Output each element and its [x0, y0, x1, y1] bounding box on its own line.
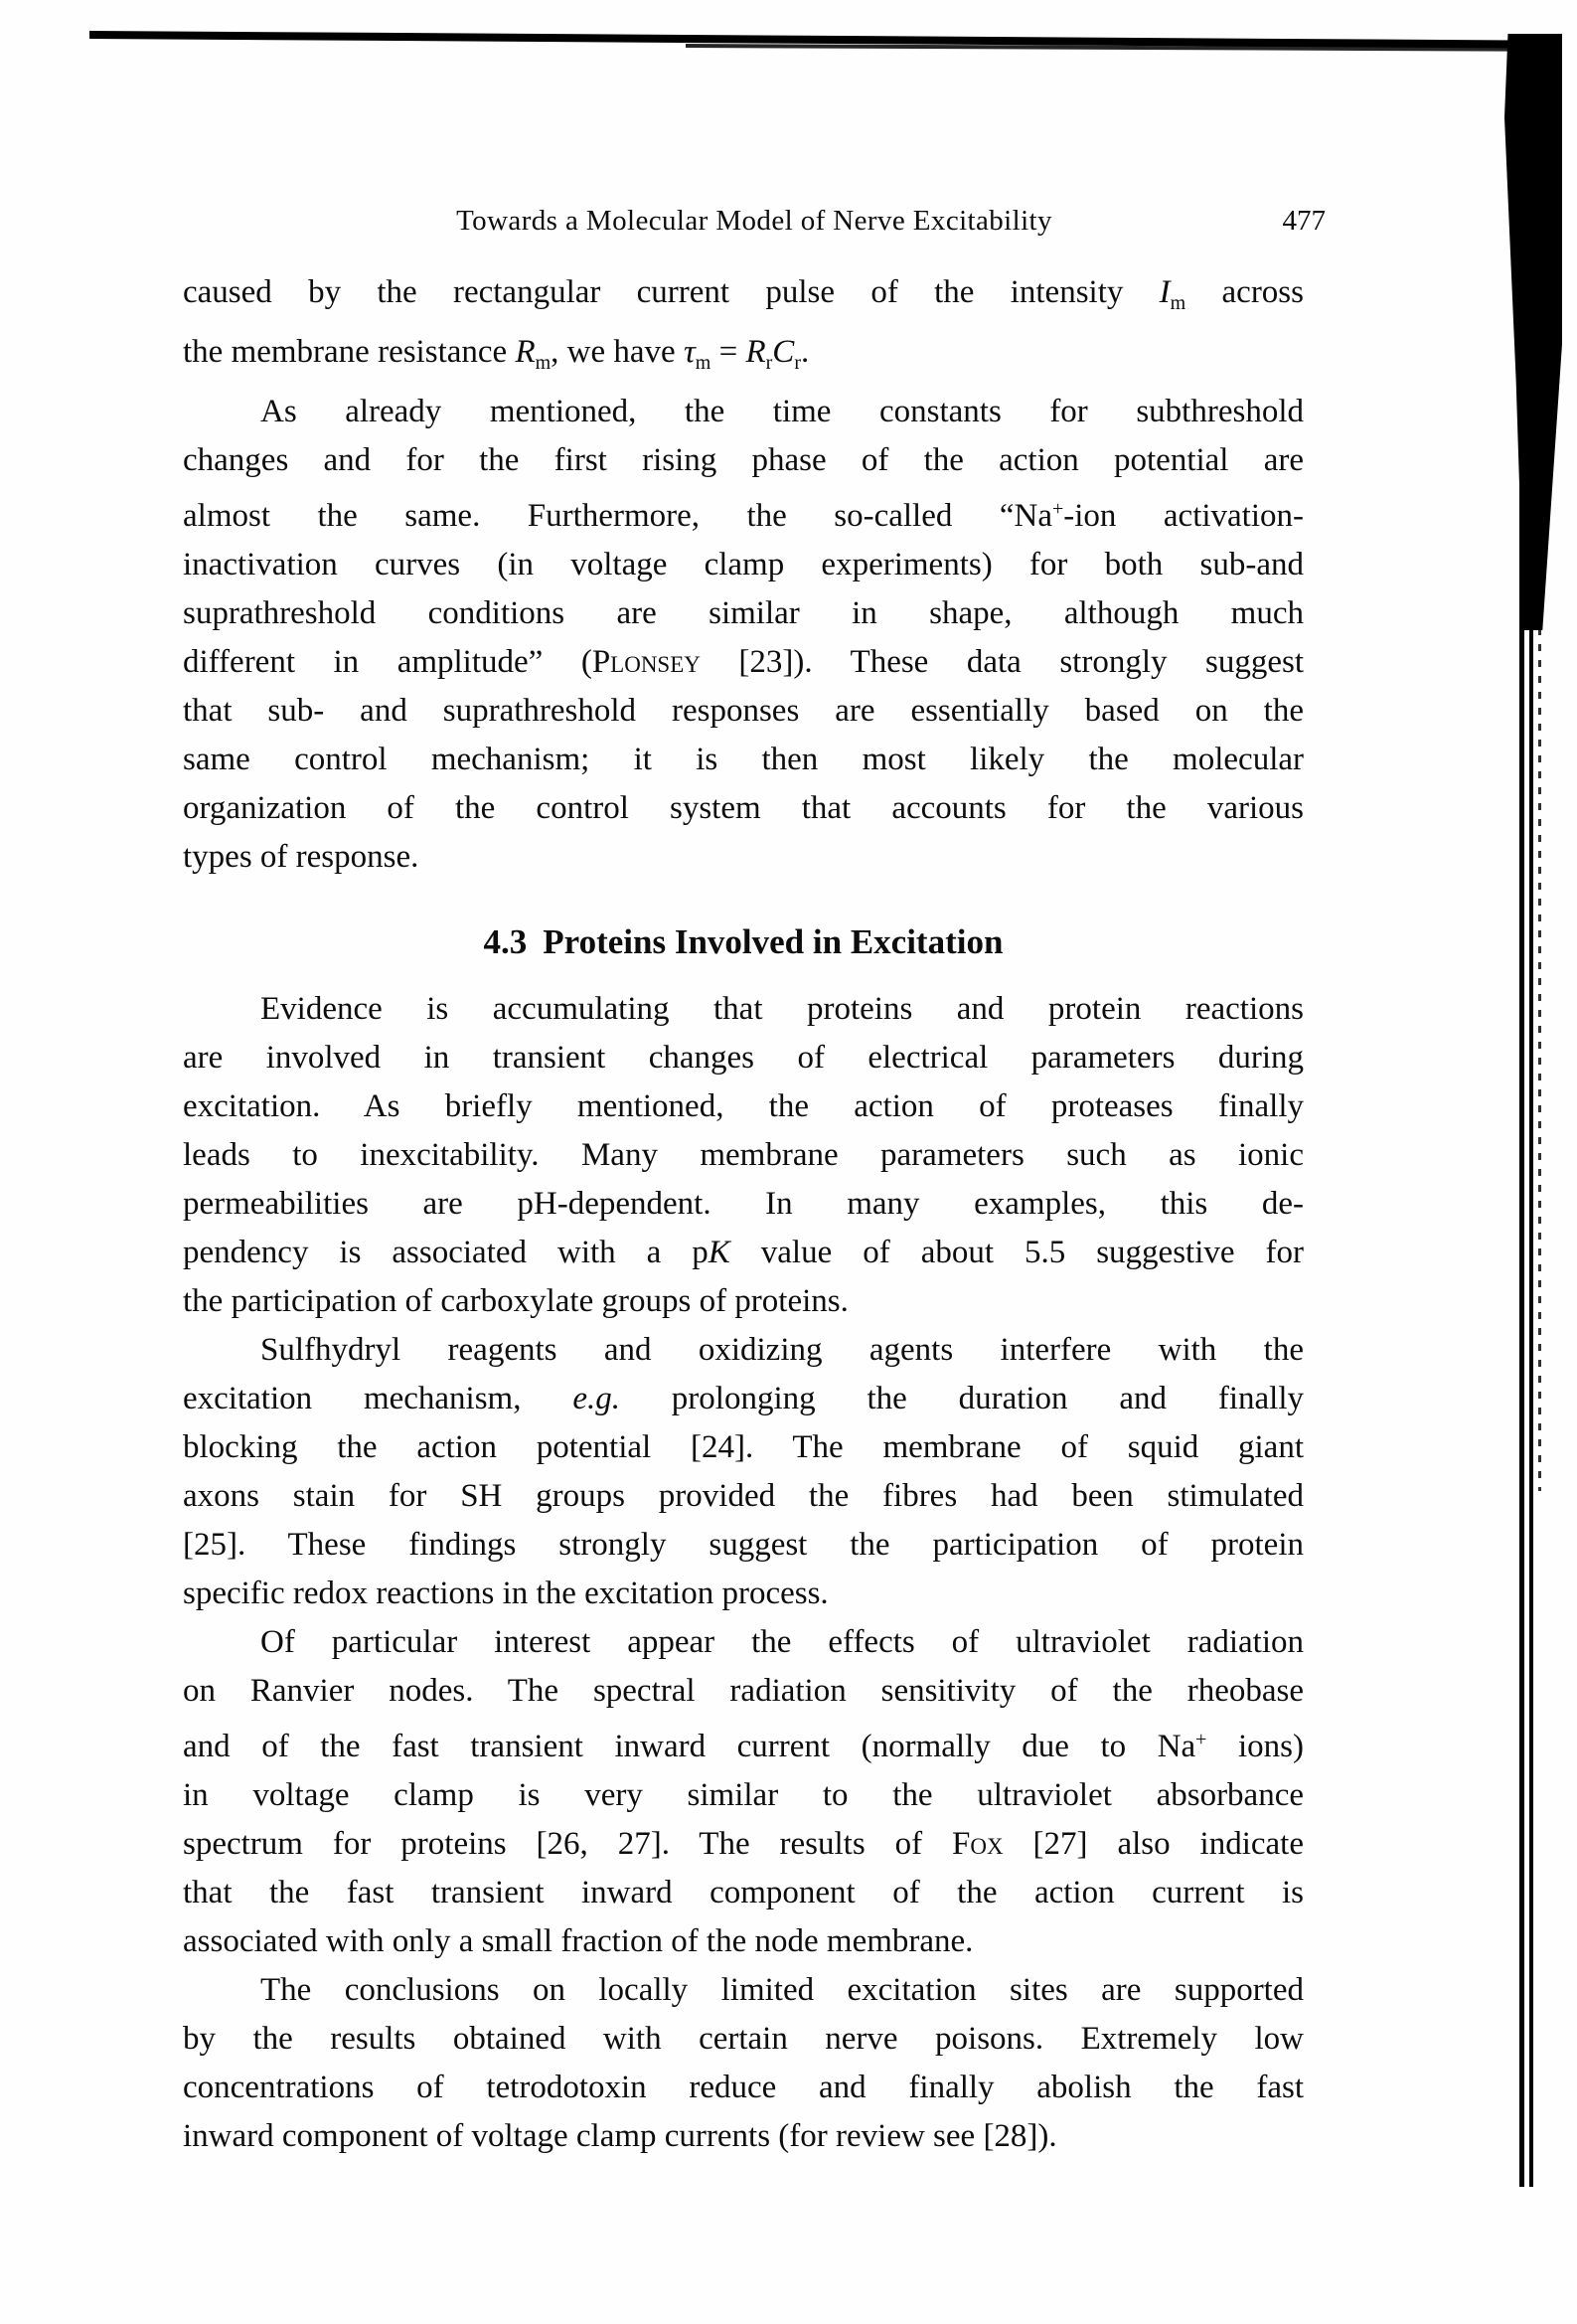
- text-body: [183, 268, 1304, 2161]
- text-line: concentrations of tetrodotoxin reduce and finally abolish the fast: [183, 2070, 1304, 2105]
- text-line: [25]. These findings strongly suggest the participation of protein: [183, 1527, 1304, 1563]
- scan-artifact-right-line-2: [1529, 139, 1533, 2187]
- text-line: in voltage clamp is very similar to the ultraviolet absorbance: [183, 1777, 1304, 1813]
- text-line: permeabilities are pH-dependent. In many examples, this de-: [183, 1186, 1304, 1222]
- section-heading-title: Proteins Involved in Excitation: [543, 922, 1004, 961]
- text-line: Sulfhydryl reagents and oxidizing agents interfere with the: [260, 1332, 1304, 1368]
- text-line: associated with only a small fraction of the node membrane.: [183, 1923, 974, 1959]
- text-line: specific redox reactions in the excitation process.: [183, 1576, 829, 1611]
- scan-artifact-right-line-dotted: [1538, 199, 1541, 1491]
- page-number: 477: [1282, 205, 1326, 237]
- section-heading-number: 4.3: [483, 922, 528, 961]
- text-line: same control mechanism; it is then most likely the molecular: [183, 742, 1304, 777]
- text-line: suprathreshold conditions are similar in shape, although much: [183, 595, 1304, 631]
- scan-artifact-right-blob: [1504, 34, 1562, 630]
- scan-artifact-right-line-1: [1519, 139, 1524, 2187]
- text-line: are involved in transient changes of electrical parameters during: [183, 1040, 1304, 1076]
- paragraph: [183, 388, 1304, 882]
- text-line: by the results obtained with certain nerve poisons. Extremely low: [183, 2021, 1304, 2057]
- text-line: As already mentioned, the time constants for subthreshold: [260, 394, 1304, 429]
- text-line: on Ranvier nodes. The spectral radiation sensitivity of the rheobase: [183, 1673, 1304, 1709]
- text-line: the participation of carboxylate groups of proteins.: [183, 1283, 849, 1319]
- text-line: the membrane resistance $R_m$, we have $\tau_m = R_rC_r$.: [183, 334, 810, 374]
- text-line: and of the fast transient inward current (normally due to Na+ ions): [183, 1729, 1304, 1764]
- text-line: organization of the control system that accounts for the various: [183, 790, 1304, 826]
- paragraph: [183, 985, 1304, 1326]
- paragraph: [183, 1966, 1304, 2161]
- text-line: The conclusions on locally limited excitation sites are supported: [260, 1972, 1304, 2008]
- text-line: different in amplitude” (Plonsey [23]). These data strongly suggest: [183, 644, 1304, 680]
- text-line: changes and for the first rising phase of the action potential are: [183, 442, 1304, 478]
- text-line: excitation mechanism, e.g. prolonging the duration and finally: [183, 1381, 1304, 1416]
- text-line: spectrum for proteins [26, 27]. The results of Fox [27] also indicate: [183, 1826, 1304, 1862]
- paragraph: [183, 1326, 1304, 1618]
- running-head: [183, 205, 1326, 245]
- text-line: leads to inexcitability. Many membrane parameters such as ionic: [183, 1137, 1304, 1173]
- text-line: Evidence is accumulating that proteins and protein reactions: [260, 991, 1304, 1027]
- paragraph: [183, 268, 1304, 388]
- text-line: almost the same. Furthermore, the so-called “Na+-ion activation-: [183, 498, 1304, 534]
- text-line: inward component of voltage clamp currents (for review see [28]).: [183, 2118, 1057, 2154]
- text-line: types of response.: [183, 839, 419, 875]
- text-line: that sub- and suprathreshold responses are essentially based on the: [183, 693, 1304, 729]
- text-line: excitation. As briefly mentioned, the action of proteases finally: [183, 1088, 1304, 1124]
- running-head-title: Towards a Molecular Model of Nerve Excitability: [456, 205, 1052, 237]
- section-heading: [183, 919, 1304, 965]
- text-line: blocking the action potential [24]. The membrane of squid giant: [183, 1429, 1304, 1465]
- text-line: pendency is associated with a pK value of about 5.5 suggestive for: [183, 1235, 1304, 1270]
- text-line: Of particular interest appear the effects of ultraviolet radiation: [260, 1624, 1304, 1660]
- text-line: caused by the rectangular current pulse of the intensity $I_m$ across: [183, 274, 1304, 314]
- text-line: axons stain for SH groups provided the fibres had been stimulated: [183, 1478, 1304, 1514]
- text-line: that the fast transient inward component of the action current is: [183, 1875, 1304, 1910]
- paragraph: [183, 1618, 1304, 1966]
- text-line: inactivation curves (in voltage clamp experiments) for both sub-and: [183, 547, 1304, 582]
